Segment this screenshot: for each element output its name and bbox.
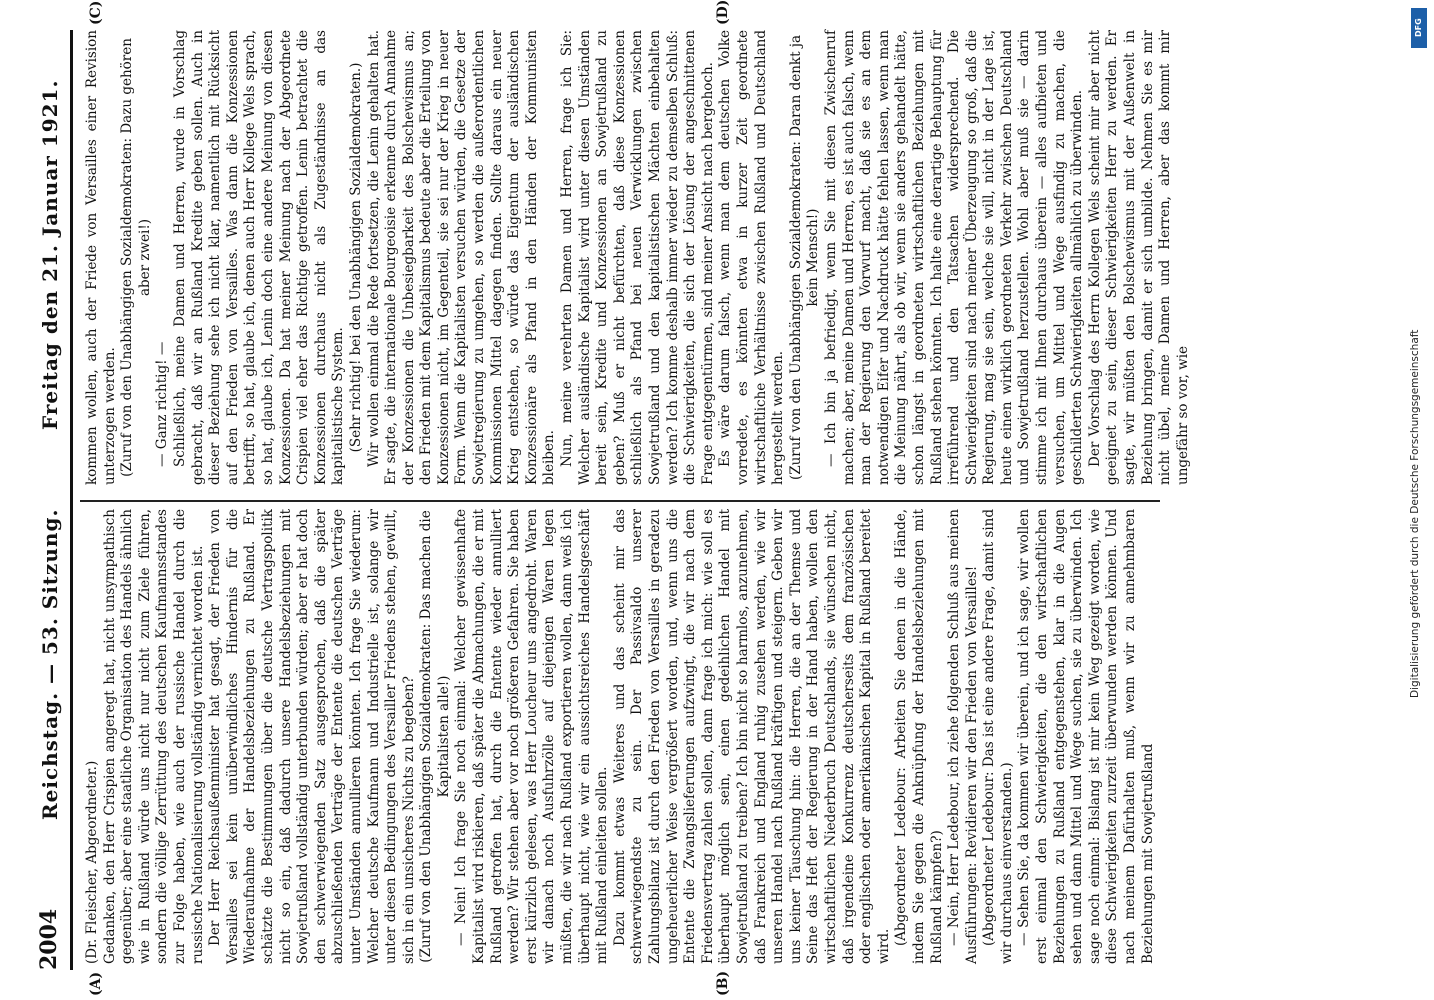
paragraph: — Sehen Sie, da kommen wir überein, und ich sage, wir wollen erst einmal den Schwierigkeiten, die den wirtschaftlichen Beziehungen zu Rußland entgegenstehen, klar in die Augen sehen und dann Mittel und Wege suchen, sie zu überwinden. Ich sage noch einmal: Bislang ist mir kein Weg gezeigt worden, wie diese Schwierigkeiten zurzeit überwunden werden können. Und nach meinem Dafürhalten muß, wenn wir zu annehmbaren Beziehungen mit Sowjetrußland [1016,509,1156,964]
right-column [84,30,1192,485]
paragraph: Schließlich, meine Damen und Herren, wurde in Vorschlag gebracht, daß wir an Rußland Kredite geben sollen. Auch in dieser Beziehung sehe ich nicht klar, namentlich mit Rücksicht auf den Frieden von Versailles. Was dann die Konzessionen betrifft, so hat, glaube ich, denen auch Herr Kollege Wels sprach, so hat, glaube ich, Lenin doch eine andere Meinung von diesen Konzessionen. Da hat meiner Meinung nach der Abgeordnete Crispien viel eher das Richtige getroffen. Lenin betrachtet die Konzessionen durchaus nicht als Zugeständnisse an das kapitalistische System. [171,30,347,485]
section-marker-c: (C) [88,0,104,25]
paragraph: Wir wollen einmal die Rede fortsetzen, die Lenin gehalten hat. Er sagte, die internationale Bourgeoisie erkenne durch Annahme der Konzessionen die Unbesiegbarkeit des Bolschewismus an; den Frieden mit dem Kapitalismus bedeute aber die Erteilung von Konzessionen nicht, im Gegenteil, sie sei nur der Krieg in neuer Form. Wenn die Kapitalisten versuchen würden, die Gesetze der Sowjetregierung zu umgehen, so werden die außerordentlichen Kommissionen Mittel dagegen finden. Sollte daraus ein neuer Krieg entstehen, so würde das Eigentum der ausländischen Konzessionäre als Pfand in den Händen der Kommunisten bleiben. [365,30,558,485]
paragraph: Es wäre darum falsch, wenn man dem deutschen Volke vorredete, es könnten etwa in kurzer Zeit geordnete wirtschaftliche Verhältnisse zwischen Rußland und Deutschland hergestellt werden. [717,30,787,485]
paragraph: — Nein, Herr Ledebour, ich ziehe folgenden Schluß aus meinen Ausführungen: Revidieren wir den Frieden von Versailles! [946,509,980,964]
paragraph: kommen wollen, auch der Friede von Versailles einer Revision unterzogen werden. [84,30,118,485]
section-marker-d: (D) [715,0,731,25]
page-header [30,30,73,970]
credit-text: Digitalisierung gefördert durch die Deutsche Forschungsgemeinschaft [1409,329,1421,698]
paragraph: Dazu kommt etwas Weiteres und das scheint mir das schwerwiegendste zu sein. Der Passivsaldo unserer Zahlungsbilanz ist durch den Frieden von Versailles in geradezu ungeheuerlicher Weise vergrößert worden, und, wenn uns die Entente die Zwangslieferungen aufzwingt, die wir nach dem Friedensvertrag zahlen sollen, dann frage ich mich: wie soll es überhaupt möglich sein, einen gedeihlichen Handel mit Sowjetrußland zu treiben? Ich bin nicht so harmlos, anzunehmen, daß Frankreich und England ruhig zusehen werden, wie wir unseren Handel nach Rußland kräftigen und steigern. Geben wir uns keiner Täuschung hin: die Herren, die an der Themse und Seine das Heft der Regierung in der Hand haben, wollen den wirtschaftlichen Niederbruch Deutschlands, sie wünschen nicht, daß irgendeine Konkurrenz deutscherseits dem französischen oder englischen oder amerikanischen Kapital in Rußland bereitet wird. [611,509,892,964]
paragraph: — Ich bin ja befriedigt, wenn Sie mit diesen Zwischenruf machen; aber, meine Damen und Herren, es ist auch falsch, wenn man der Regierung den Vorwurf macht, daß sie es an dem notwendigen Eifer und Nachdruck hätte fehlen lassen, wenn man die Meinung nährt, als ob wir, wenn sie anders gehandelt hätte, schon längst in geordneten wirtschaftlichen Beziehungen mit Rußland stehen könnten. Ich halte eine derartige Behauptung für irreführend und den Tatsachen widersprechend. Die Schwierigkeiten sind nach meiner Überzeugung so groß, daß die Regierung, mag sie sein, welche sie will, nicht in der Lage ist, heute einen wirklich geordneten Verkehr zwischen Deutschland und Sowjetrußland herzustellen. Wohl aber muß sie — darin stimme ich mit Ihnen durchaus überein — alles aufbieten und versuchen, um Mittel und Wege ausfindig zu machen, die geschilderten Schwierigkeiten allmählich zu überwinden. [822,30,1086,485]
interjection: (Abgeordneter Ledebour: Arbeiten Sie denen in die Hände, indem Sie gegen die Anknüpfung der Handelsbeziehungen mit Rußland kämpfen?) [893,509,945,964]
dfg-logo: DFG [1411,8,1427,48]
interjection: (Abgeordneter Ledebour: Das ist eine andere Frage, damit sind wir durchaus einverstanden.) [981,509,1015,964]
interjection: (Zuruf von den Unabhängigen Sozialdemokraten: Daran denkt ja kein Mensch!) [787,34,822,481]
paragraph: — Nein! Ich frage Sie noch einmal: Welcher gewissenhafte Kapitalist wird riskieren, daß später die Abmachungen, die er mit Rußland getroffen hat, durch die Entente wieder annulliert werden? Wir stehen aber vor noch größeren Gefahren. Sie haben erst kürzlich gelesen, was Herr Loucheur uns angedroht. Waren wir danach noch Ausfuhrzölle auf diejenigen Waren legen müßten, die wir nach Rußland exportieren wollen, dann weiß ich überhaupt nicht, wie wir ein aussichtsreiches Handelsgeschäft mit Rußland einleiten sollen. [453,509,611,964]
section-marker-b: (B) [715,970,731,996]
paragraph: — Ganz richtig! — [154,341,171,467]
page-number: 2004 [36,908,62,970]
speaker-line: (Dr. Fleischer, Abgeordneter.) [84,760,100,964]
interjection: (Sehr richtig! bei den Unabhängigen Sozialdemokraten.) [347,62,364,453]
section-marker-a: (A) [88,971,104,996]
session-title: Reichstag. — 53. Sitzung. [38,508,62,820]
paragraph: Der Herr Reichsaußenminister hat gesagt, der Frieden von Versailles sei kein unüberwindliches Hindernis für die Wiederaufnahme der Handelsbeziehungen zu Rußland. Er schätzte die Bestimmungen über die deutsche Vertragspolitik nicht so ein, daß dadurch unsere Handelsbeziehungen mit Sowjetrußland vollständig unterbunden würden; aber er hat doch den schwerwiegenden Satz ausgesprochen, daß die später abzuschließenden Verträge der Entente die deutschen Verträge unter Umständen annullieren könnten. Ich frage Sie wiederum: Welcher deutsche Kaufmann und Industrielle ist, solange wir unter diesen Bedingungen des Versailler Friedens stehen, gewillt, sich in ein unsicheres Nichts zu begeben? [207,509,417,964]
column-divider [80,500,1160,502]
paragraph: Nun, meine verehrten Damen und Herren, frage ich Sie: Welcher ausländische Kapitalist wird unter diesen Umständen bereit sein, Kredite und Konzessionen an Sowjetrußland zu geben? Muß er nicht befürchten, daß diese Konzessionen schließlich als Pfand bei neuen Verwicklungen zwischen Sowjetrußland und den kapitalistischen Mächten einbehalten werden? Ich komme deshalb immer wieder zu demselben Schluß: die Schwierigkeiten, die sich der Lösung der angeschnittenen Frage entgegentürmen, sind meiner Ansicht nach bergehoch. [559,30,716,485]
interjection: (Zuruf von den Unabhängigen Sozialdemokraten: Das machen die Kapitalisten alle!) [418,510,452,963]
interjection: (Zuruf von den Unabhängigen Sozialdemokraten: Dazu gehören aber zwei!) [119,38,153,477]
left-column [84,509,1157,964]
session-date: Freitag den 21. Januar 1921. [38,79,62,430]
digitization-credit [1408,8,1430,698]
paragraph: Der Vorschlag des Herrn Kollegen Wels scheint mir aber nicht geeignet zu sein, dieser Schwierigkeiten Herr zu werden. Er sagte, wir müßten den Bolschewismus mit der Außenwelt in Beziehung bringen, damit er sich umbilde. Nehmen Sie es mir nicht übel, meine Damen und Herren, aber das kommt mir ungefähr so vor, wie [1086,30,1191,485]
paragraph: Gedanken, den Herr Crispien angeregt hat, nicht unsympathisch gegenüber; aber eine staatliche Organisation des Handels ähnlich wie in Rußland würde uns nicht nur nicht zum Ziele führen, sondern die völlige Zerrüttung des deutschen Kaufmannsstandes zur Folge haben, wie auch der russische Handel durch die russische Nationalisierung vollständig vernichtet worden ist. [101,509,206,964]
